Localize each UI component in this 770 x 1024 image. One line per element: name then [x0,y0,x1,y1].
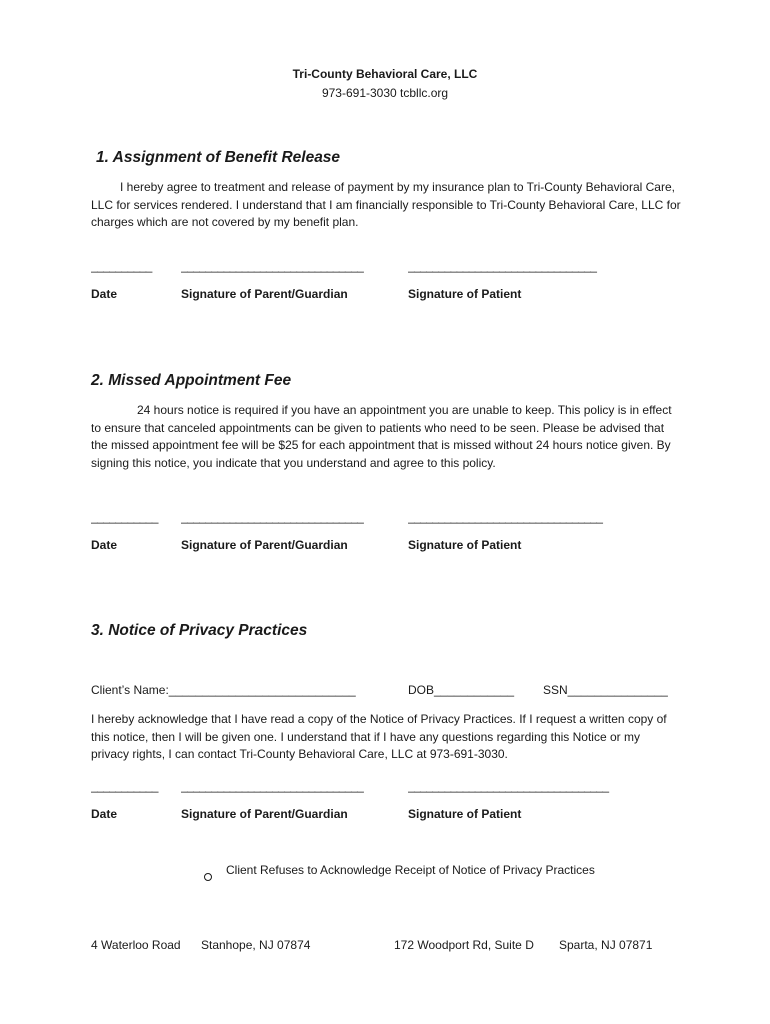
circle-bullet-icon [204,873,212,881]
section2-body: 24 hours notice is required if you have an appointment you are unable to keep. This policy is in effect to ensure that canceled appointments can be given to patients who need to be seen. Please be advised that the missed appointment fee will be $25 for each appointment that is missed without 24 hours notice given. By signing this notice, you indicate that you understand and agree to this policy. [91,403,672,470]
date-line[interactable]: ___________ [91,779,158,793]
footer-address1-street: 4 Waterloo Road [91,938,181,952]
patient-signature-label: Signature of Patient [408,287,522,301]
date-label: Date [91,287,118,301]
footer-address2-city: Sparta, NJ 07871 [559,938,653,952]
date-line[interactable]: __________ [91,259,152,273]
refuse-checkbox[interactable] [204,868,212,886]
patient-signature-label: Signature of Patient [408,807,522,821]
refuse-option-label: Client Refuses to Acknowledge Receipt of Notice of Privacy Practices [226,863,595,877]
parent-signature-label: Signature of Parent/Guardian [181,807,348,821]
section3-heading: 3. Notice of Privacy Practices [91,622,308,639]
parent-signature-line[interactable]: ______________________________ [181,510,364,524]
section1-heading: 1. Assignment of Benefit Release [96,149,341,166]
client-name-field[interactable]: Client’s Name:____________________________ [91,683,356,697]
patient-signature-label: Signature of Patient [408,538,522,552]
section3-body: I hereby acknowledge that I have read a copy of the Notice of Privacy Practices. If I request a written copy of this notice, then I will be given one. I understand that if I have any questions regarding this Notice or my privacy rights, I can contact Tri-County Behavioral Care, LLC at 973-691-3030. [91,712,667,762]
parent-signature-line[interactable]: ______________________________ [181,259,364,273]
date-label: Date [91,807,118,821]
dob-field[interactable]: DOB____________ [408,683,515,697]
date-line[interactable]: ___________ [91,510,158,524]
patient-signature-line[interactable]: _______________________________ [408,259,597,273]
ssn-field[interactable]: SSN_______________ [543,683,668,697]
parent-signature-line[interactable]: ______________________________ [181,779,364,793]
patient-signature-line[interactable]: ________________________________ [408,510,603,524]
footer-address1-city: Stanhope, NJ 07874 [201,938,311,952]
parent-signature-label: Signature of Parent/Guardian [181,287,348,301]
org-contact: 973-691-3030 tcbllc.org [321,86,449,100]
section2-heading: 2. Missed Appointment Fee [91,372,292,389]
patient-signature-line[interactable]: _________________________________ [408,779,609,793]
org-name: Tri-County Behavioral Care, LLC [292,67,478,81]
date-label: Date [91,538,118,552]
parent-signature-label: Signature of Parent/Guardian [181,538,348,552]
section1-body: I hereby agree to treatment and release of payment by my insurance plan to Tri-County Behavioral Care, LLC for services rendered. I understand that I am financially responsible to Tri-County Behavioral Care, LLC for charges which are not covered by my benefit plan. [91,180,681,230]
footer-address2-street: 172 Woodport Rd, Suite D [394,938,534,952]
